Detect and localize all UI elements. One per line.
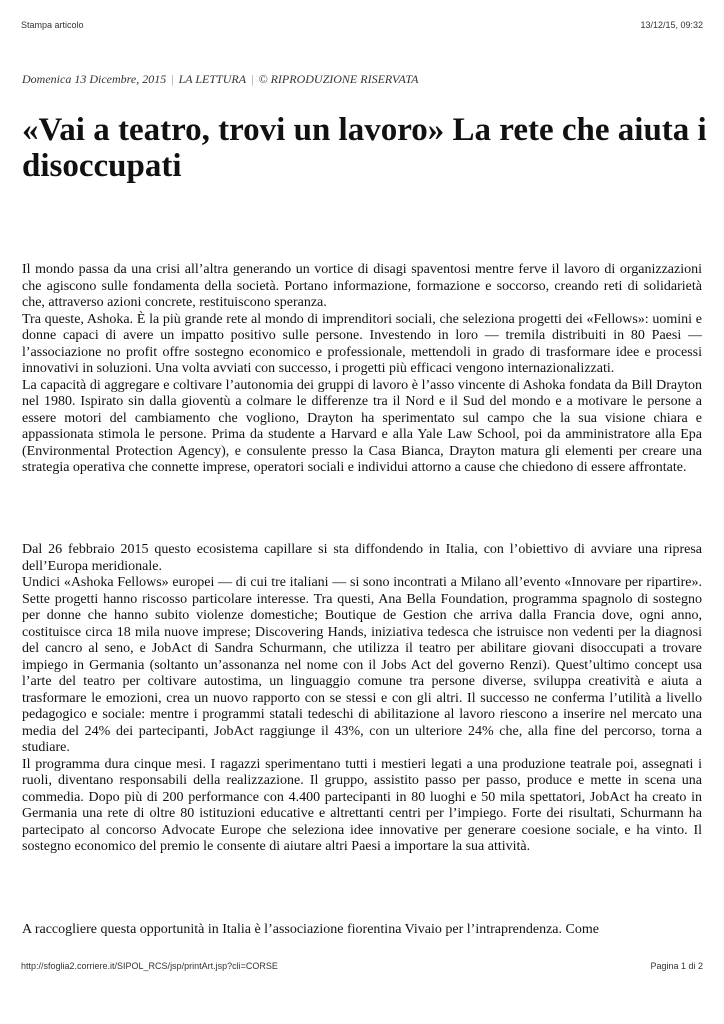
meta-separator: | bbox=[171, 72, 174, 86]
print-footer bbox=[21, 961, 703, 975]
article-date: Domenica 13 Dicembre, 2015 bbox=[22, 72, 167, 86]
article-body-block-2 bbox=[22, 542, 702, 856]
article-paragraph: Dal 26 febbraio 2015 questo ecosistema capillare si sta diffondendo in Italia, con l’obiettivo di avviare una ripresa dell’Europa meridionale. bbox=[22, 542, 702, 574]
article-paragraph: A raccogliere questa opportunità in Italia è l’associazione fiorentina Vivaio per l’intraprendenza. Come bbox=[22, 922, 599, 937]
print-timestamp: 13/12/15, 09:32 bbox=[640, 20, 703, 30]
print-header bbox=[21, 20, 703, 34]
source-url: http://sfoglia2.corriere.it/SIPOL_RCS/jsp/printArt.jsp?cli=CORSE bbox=[21, 961, 278, 971]
article-headline: «Vai a teatro, trovi un lavoro» La rete che aiuta i disoccupati bbox=[22, 112, 707, 184]
article-body-block-1 bbox=[22, 262, 702, 477]
article-meta bbox=[22, 72, 418, 87]
article-rights: © RIPRODUZIONE RISERVATA bbox=[258, 72, 419, 86]
article-paragraph: Il mondo passa da una crisi all’altra generando un vortice di disagi spaventosi mentre ferve il lavoro di organizzazioni che agiscono sulle fondamenta della società. Portano informazione, formazione e soccorso, creando reti di solidarietà che, attraverso azioni concrete, restituiscono speranza. bbox=[22, 262, 702, 310]
article-section: LA LETTURA bbox=[178, 72, 247, 86]
meta-separator: | bbox=[251, 72, 254, 86]
article-body-block-3 bbox=[22, 922, 702, 939]
article-paragraph: La capacità di aggregare e coltivare l’autonomia dei gruppi di lavoro è l’asso vincente di Ashoka fondata da Bill Drayton nel 1980. Ispirato sin dalla gioventù a colmare le differenze tra il Nord e il Sud del mondo e a motivare le persone a essere motori del cambiamento che vogliono, Drayton ha sperimentato sul campo che la sua visione chiara e appassionata stimola le persone. Prima da studente a Harvard e alla Yale Law School, poi da amministratore alla Epa (Environmental Protection Agency), e consulente presso la Casa Bianca, Drayton matura gli elementi per creare una strategia operativa che connette imprese, operatori sociali e individui attorno a cause che chiedono di essere affrontate. bbox=[22, 377, 702, 475]
article-paragraph: Il programma dura cinque mesi. I ragazzi sperimentano tutti i mestieri legati a una produzione teatrale poi, assegnati i ruoli, diventano responsabili della realizzazione. Il gruppo, assistito passo per passo, produce e mette in scena una commedia. Dopo più di 200 performance con 4.400 partecipanti in 80 luoghi e 50 mila spettatori, JobAct ha creato in Germania una rete di oltre 80 istituzioni educative e altrettanti centri per l’impiego. Forte dei risultati, Schurmann ha partecipato al concorso Advocate Europe che seleziona idee innovative per generare coesione sociale, e ha vinto. Il sostegno economico del premio le consente di aiutare altri Paesi a importare la sua attività. bbox=[22, 756, 702, 854]
article-paragraph: Tra queste, Ashoka. È la più grande rete al mondo di imprenditori sociali, che seleziona progetti dei «Fellows»: uomini e donne capaci di avere un impatto positivo sulle persone. Investendo in loro — tremila distribuiti in 80 Paesi — l’associazione no profit offre sostegno economico e professionale, mettendoli in grado di trasformare idee e processi innovativi in soluzioni. Una volta avviati con successo, i progetti più efficaci vengono internazionalizzati. bbox=[22, 311, 702, 376]
print-title: Stampa articolo bbox=[21, 20, 84, 30]
page-number: Pagina 1 di 2 bbox=[650, 961, 703, 971]
article-paragraph: Undici «Ashoka Fellows» europei — di cui tre italiani — si sono incontrati a Milano all’evento «Innovare per ripartire». Sette progetti hanno riscosso particolare interesse. Tra questi, Ana Bella Foundation, programma spagnolo di sostegno per donne che hanno subito violenze domestiche; Boutique de Gestion che arriva dalla Francia dove, ogni anno, costituisce circa 18 mila nuove imprese; Discovering Hands, iniziativa tedesca che istruisce non vedenti per la diagnosi del cancro al seno, e JobAct di Sandra Schurmann, che utilizza il teatro per abilitare giovani disoccupati a trovare impiego in Germania (soltanto un’assonanza nel nome con il Jobs Act del governo Renzi). Quest’ultimo concept usa l’arte del teatro per coltivare autostima, un linguaggio comune tra persone diverse, sviluppa creatività e aiuta a trasformare le emozioni, crea un nuovo rapporto con se stessi e con gli altri. Il successo ne conferma l’utilità a livello pedagogico e sociale: mentre i programmi statali tedeschi di abilitazione al lavoro riescono a inserire nel mercato una media del 24% dei partecipanti, JobAct raggiunge il 43%, con un ulteriore 24% che, alla fine del percorso, torna a studiare. bbox=[22, 575, 702, 755]
